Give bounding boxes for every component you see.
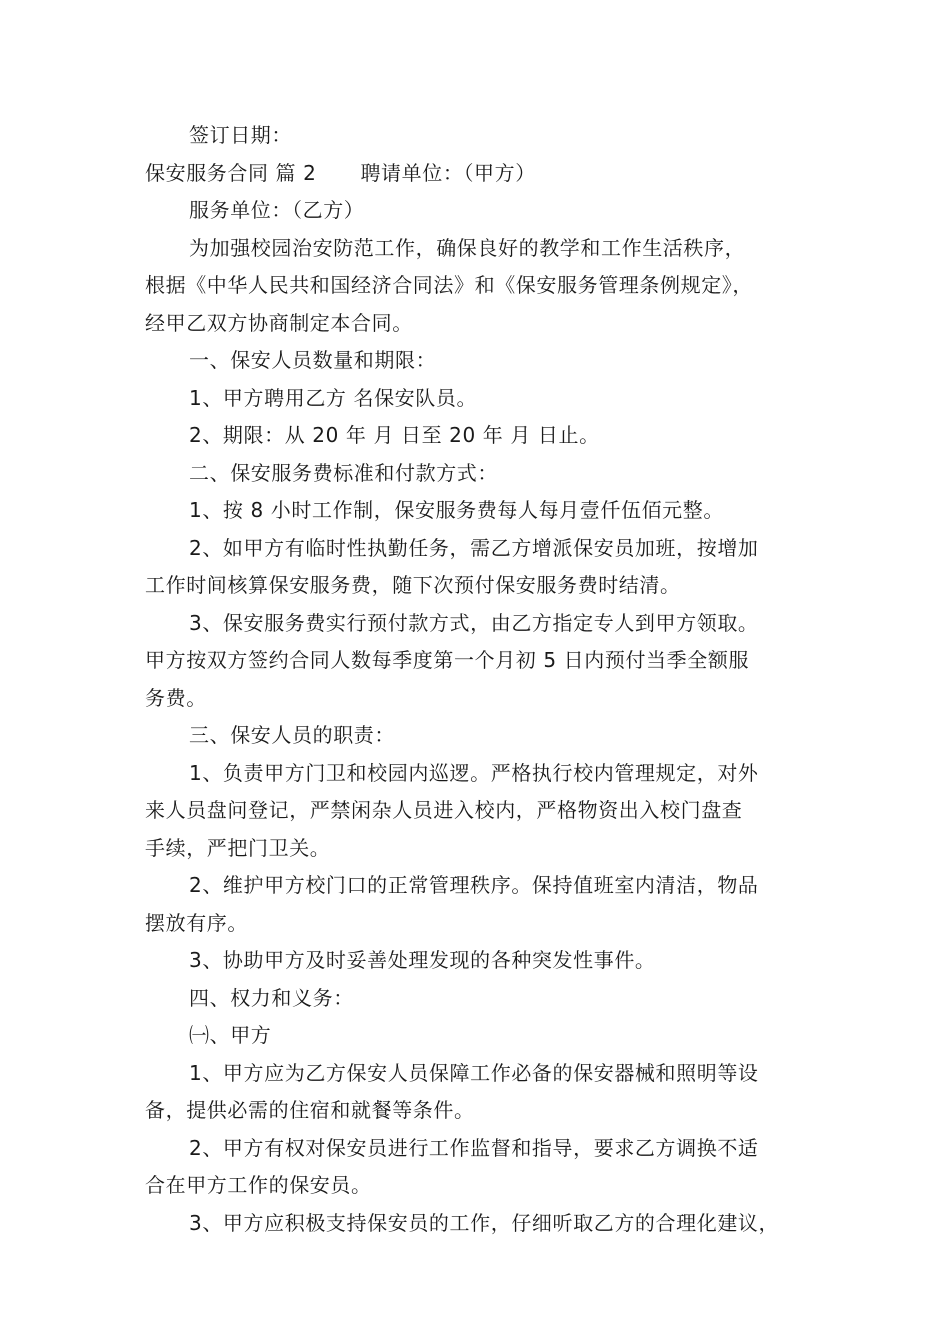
clause-text: 2、如甲方有临时性执勤任务，需乙方增派保安员加班，按增加 — [189, 535, 759, 560]
signing-date-line — [145, 117, 825, 155]
clause-text: 来人员盘问登记，严禁闲杂人员进入校内，严格物资出入校门盘查 — [145, 798, 743, 822]
service-party-text: 服务单位：（乙方） — [189, 198, 365, 222]
clause-text: 甲方按双方签约合同人数每季度第一个月初 5 日内预付当季全额服 — [145, 648, 750, 672]
body-text: 根据《中华人民共和国经济合同法》和《保安服务管理条例规定》， — [145, 273, 753, 297]
clause-line — [145, 417, 825, 455]
clause-text: 务费。 — [145, 685, 207, 710]
clause-text: 3、保安服务费实行预付款方式，由乙方指定专人到甲方领取。 — [189, 610, 759, 635]
clause-line — [145, 905, 825, 943]
clause-text: 摆放有序。 — [145, 910, 248, 935]
section-heading-text: 三、保安人员的职责： — [189, 723, 395, 747]
clause-line — [145, 530, 825, 568]
clause-line — [145, 792, 825, 830]
body-text: 经甲乙双方协商制定本合同。 — [145, 310, 413, 335]
clause-line — [145, 1092, 825, 1130]
clause-text: 1、按 8 小时工作制，保安服务费每人每月壹仟伍佰元整。 — [189, 498, 724, 522]
clause-line — [145, 1167, 825, 1205]
clause-text: 3、协助甲方及时妥善处理发现的各种突发性事件。 — [189, 948, 656, 972]
clause-line — [145, 1055, 825, 1093]
section-heading — [145, 455, 825, 493]
clause-line — [145, 567, 825, 605]
clause-line — [145, 680, 825, 718]
clause-text: 工作时间核算保安服务费，随下次预付保安服务费时结清。 — [145, 573, 681, 597]
contract-body — [145, 117, 825, 1242]
contract-heading-line — [145, 155, 825, 193]
clause-line — [145, 380, 825, 418]
clause-text: 合在甲方工作的保安员。 — [145, 1173, 372, 1197]
hiring-party-text: 聘请单位：（甲方） — [360, 160, 536, 185]
section-heading-text: 一、保安人员数量和期限： — [189, 348, 437, 372]
clause-line — [145, 755, 825, 793]
clause-line — [145, 642, 825, 680]
clause-line — [145, 942, 825, 980]
body-line — [145, 267, 825, 305]
clause-line — [145, 830, 825, 868]
clause-line — [145, 1205, 825, 1243]
section-heading — [145, 717, 825, 755]
clause-text: 2、甲方有权对保安员进行工作监督和指导，要求乙方调换不适 — [189, 1135, 759, 1160]
body-line — [145, 230, 825, 268]
clause-text: 1、负责甲方门卫和校园内巡逻。严格执行校内管理规定，对外 — [189, 760, 759, 785]
signing-date-text: 签订日期： — [189, 123, 292, 147]
section-heading-text: 二、保安服务费标准和付款方式： — [189, 460, 498, 485]
clause-text: 手续，严把门卫关。 — [145, 835, 331, 860]
section-heading — [145, 980, 825, 1018]
clause-text: 1、甲方应为乙方保安人员保障工作必备的保安器械和照明等设 — [189, 1060, 759, 1085]
clause-line — [145, 492, 825, 530]
contract-title: 保安服务合同 篇 2 — [145, 160, 317, 185]
subsection-heading-text: ㈠、甲方 — [189, 1023, 272, 1047]
subsection-heading — [145, 1017, 825, 1055]
clause-text: 3、甲方应积极支持保安员的工作，仔细听取乙方的合理化建议， — [189, 1210, 780, 1235]
clause-line — [145, 867, 825, 905]
section-heading-text: 四、权力和义务： — [189, 985, 354, 1010]
clause-line — [145, 1130, 825, 1168]
service-party-line — [145, 192, 825, 230]
clause-text: 2、期限：从 20 年 月 日至 20 年 月 日止。 — [189, 423, 600, 447]
clause-line — [145, 605, 825, 643]
clause-text: 1、甲方聘用乙方 名保安队员。 — [189, 385, 478, 410]
body-line — [145, 305, 825, 343]
body-text: 为加强校园治安防范工作，确保良好的教学和工作生活秩序， — [189, 235, 746, 260]
clause-text: 备，提供必需的住宿和就餐等条件。 — [145, 1098, 475, 1122]
clause-text: 2、维护甲方校门口的正常管理秩序。保持值班室内清洁，物品 — [189, 873, 759, 897]
section-heading — [145, 342, 825, 380]
